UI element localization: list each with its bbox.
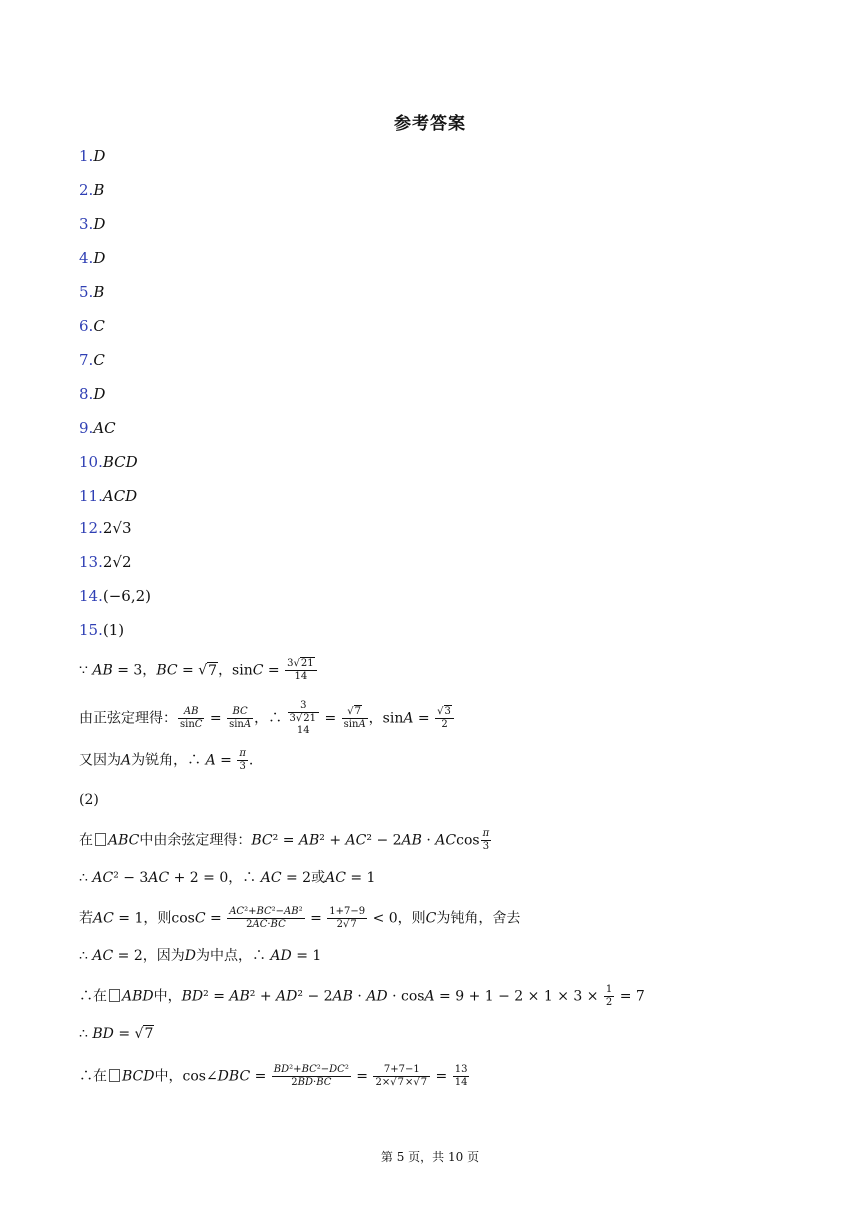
solution-line-7: ∴ AC = 2，因为D为中点，∴ AD = 1 [79, 948, 322, 964]
solution-line-9: ∴ BD = √7 [79, 1026, 154, 1042]
answer-item [79, 452, 138, 472]
answer-number: 15. [79, 621, 103, 639]
answer-value: D [93, 215, 106, 233]
answer-item [79, 518, 132, 538]
answer-value: C [93, 317, 105, 335]
answer-value: C [93, 351, 105, 369]
solution-line-3: 又因为A为锐角，∴ A = $\frac{\pi}{3}$ . [79, 748, 254, 772]
answer-value: AC [93, 419, 116, 437]
answer-value: D [93, 385, 106, 403]
answer-value: B [93, 181, 105, 199]
page-footer: 第 5 页，共 10 页 [380, 1150, 480, 1164]
answer-number: 6. [79, 317, 94, 335]
answer-value: 2√2 [102, 553, 132, 571]
answer-item [79, 350, 105, 370]
answer-number: 2. [79, 181, 94, 199]
answer-number: 13. [79, 553, 103, 571]
answer-item [79, 620, 124, 640]
answer-value: (−6,2) [102, 587, 151, 605]
solution-line-8: ∴在 ABD中，BD² = AB² + AD² − 2AB · AD · cosA = 9 + 1 − 2 × 1 × 3 × $\frac{1}{2}$ = 7 [79, 984, 645, 1008]
part-2-label: (2) [79, 792, 99, 808]
answer-item [79, 214, 105, 234]
answer-item [79, 586, 151, 606]
answer-number: 8. [79, 385, 94, 403]
answer-number: 9. [79, 419, 94, 437]
answer-number: 12. [79, 519, 103, 537]
solution-line-6: 若AC = 1，则cosC = $\frac{\text{AC²+BC²−AB²}}{2AC\cdot BC}$ = $\frac{1+7-9}{2√7}$ < 0，则C为钝角，舍去 [79, 906, 521, 930]
answer-number: 14. [79, 587, 103, 605]
answer-item [79, 282, 104, 302]
answer-value: (1) [102, 621, 125, 639]
solution-line-2: 由正弦定理得： $\frac{AB}{\sin C}$ = $\frac{BC}{\sin A}$ ，∴ 3 3√21 14 = $\frac{√7}{\sin A}$ ，sinA = $\frac{√3}{2}$ [79, 700, 455, 737]
solution-line-4: 在 ABC中由余弦定理得：BC² = AB² + AC² − 2AB · ACcos $\frac{\pi}{3}$ [79, 828, 490, 852]
answer-item [79, 384, 105, 404]
answer-item [79, 552, 132, 572]
answer-item [79, 248, 105, 268]
answer-number: 5. [79, 283, 94, 301]
solution-line-5: ∴ AC² − 3AC + 2 = 0，∴ AC = 2或AC = 1 [79, 870, 376, 886]
answer-value: ACD [102, 487, 138, 505]
answer-item [79, 146, 105, 166]
answer-number: 11. [79, 487, 103, 505]
answer-item [79, 418, 116, 438]
answer-value: B [93, 283, 105, 301]
page-title: 参考答案 [394, 114, 466, 134]
answer-value: D [93, 249, 106, 267]
answer-number: 3. [79, 215, 94, 233]
answer-item [79, 316, 105, 336]
solution-line-10: ∴在 BCD中，cos∠DBC = $\frac{\text{BD²+BC²−DC²}}{2BD\cdot BC}$ = $\frac{7+7-1}{2\times√7\times√7}$ = $\frac{13}{14}$ [79, 1064, 468, 1088]
answer-number: 1. [79, 147, 94, 165]
answer-item [79, 486, 137, 506]
answer-number: 10. [79, 453, 103, 471]
answer-number: 4. [79, 249, 94, 267]
solution-line-1: ∵ AB = 3，BC = √7，sinC = $\frac{3√21}{14}$ [79, 658, 318, 683]
answer-value: 2√3 [102, 519, 132, 537]
answer-value: BCD [102, 453, 138, 471]
answer-value: D [93, 147, 106, 165]
answer-item [79, 180, 104, 200]
answer-number: 7. [79, 351, 94, 369]
